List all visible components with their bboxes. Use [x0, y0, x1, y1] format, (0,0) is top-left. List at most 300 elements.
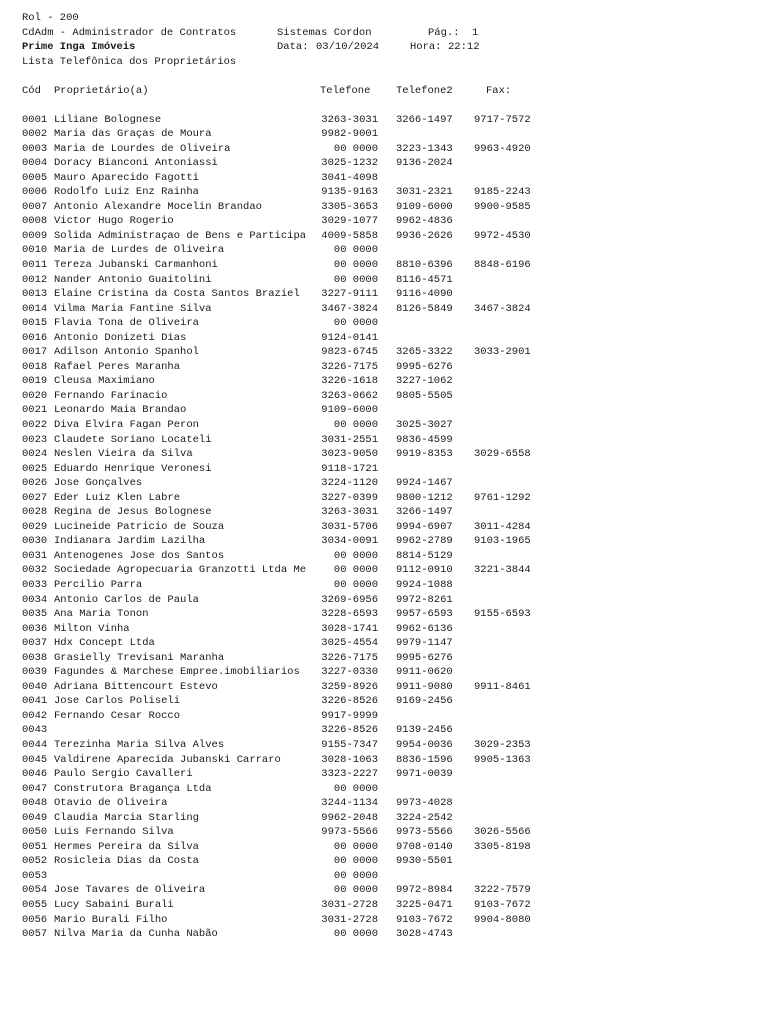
owner-fax: 3011-4284	[474, 520, 531, 533]
owner-name: Neslen Vieira da Silva	[54, 448, 193, 461]
owner-code: 0056	[22, 913, 48, 926]
owner-code: 0043	[22, 724, 48, 737]
owner-phone2: 9103-7672	[396, 913, 453, 926]
table-row	[22, 927, 762, 942]
owner-phone2: 3025-3027	[396, 418, 453, 431]
owner-phone1: 3226-7175	[321, 651, 378, 664]
owner-name: Hermes Pereira da Silva	[54, 840, 199, 853]
owner-phone2: 3031-2321	[396, 186, 453, 199]
system-line	[22, 26, 762, 41]
owner-name: Fernando Farinacio	[54, 389, 168, 402]
owner-phone2: 9169-2456	[396, 695, 453, 708]
owner-fax: 3222-7579	[474, 884, 531, 897]
owner-phone2: 9995-6276	[396, 360, 453, 373]
owner-phone2: 9995-6276	[396, 651, 453, 664]
owner-code: 0044	[22, 739, 48, 752]
owner-fax: 9185-2243	[474, 186, 531, 199]
owner-phone1: 3031-2551	[321, 433, 378, 446]
owner-code: 0055	[22, 899, 48, 912]
owner-code: 0017	[22, 346, 48, 359]
table-row	[22, 200, 762, 215]
table-row	[22, 214, 762, 229]
owner-name: Maria de Lurdes de Oliveira	[54, 244, 225, 257]
owner-fax: 3029-2353	[474, 739, 531, 752]
owner-phone1: 3025-4554	[321, 637, 378, 650]
owner-phone1: 00 0000	[333, 928, 378, 941]
owner-phone1: 3031-2728	[321, 913, 378, 926]
owner-code: 0027	[22, 491, 48, 504]
owner-code: 0002	[22, 128, 48, 141]
table-row	[22, 433, 762, 448]
owner-code: 0034	[22, 593, 48, 606]
owner-phone2: 3224-2542	[396, 811, 453, 824]
owner-fax: 9761-1292	[474, 491, 531, 504]
report-time: 22:12	[448, 41, 480, 53]
owner-phone2: 9919-8353	[396, 448, 453, 461]
table-row	[22, 534, 762, 549]
owner-code: 0003	[22, 142, 48, 155]
owner-code: 0022	[22, 418, 48, 431]
owner-phone2: 3265-3322	[396, 346, 453, 359]
table-row	[22, 491, 762, 506]
table-row	[22, 622, 762, 637]
table-row	[22, 854, 762, 869]
owner-phone1: 9917-9999	[321, 709, 378, 722]
report-page	[22, 11, 762, 942]
owner-phone1: 9118-1721	[321, 462, 378, 475]
owner-phone2: 9836-4599	[396, 433, 453, 446]
owner-name: Tereza Jubanski Carmanhoni	[54, 258, 218, 271]
owner-code: 0004	[22, 157, 48, 170]
owner-name: Maria das Graças de Moura	[54, 128, 212, 141]
page-label: Pág.:	[428, 26, 460, 39]
owner-list	[22, 113, 762, 942]
owner-phone2: 9962-6136	[396, 622, 453, 635]
owner-code: 0009	[22, 229, 48, 242]
owner-name: Antonio Carlos de Paula	[54, 593, 199, 606]
owner-fax: 3467-3824	[474, 302, 531, 315]
col-code-header: Cód	[22, 84, 41, 97]
owner-name: Sociedade Agropecuaria Granzotti Ltda Me	[54, 564, 307, 577]
owner-name: Cleusa Maximiano	[54, 375, 155, 388]
table-row	[22, 913, 762, 928]
owner-code: 0023	[22, 433, 48, 446]
owner-fax: 9155-6593	[474, 608, 531, 621]
system-module: CdAdm - Administrador de Contratos	[22, 26, 237, 39]
owner-phone2: 9972-8261	[396, 593, 453, 606]
owner-phone1: 00 0000	[333, 549, 378, 562]
table-row	[22, 883, 762, 898]
owner-name: Jose Tavares de Oliveira	[54, 884, 206, 897]
owner-code: 0006	[22, 186, 48, 199]
owner-phone1: 9973-5566	[321, 826, 378, 839]
table-row	[22, 447, 762, 462]
owner-code: 0035	[22, 608, 48, 621]
table-row	[22, 418, 762, 433]
table-row	[22, 287, 762, 302]
owner-fax: 9103-7672	[474, 899, 531, 912]
owner-fax: 3026-5566	[474, 826, 531, 839]
owner-code: 0047	[22, 782, 48, 795]
owner-name: Otavio de Oliveira	[54, 797, 168, 810]
owner-name: Ana Maria Tonon	[54, 608, 149, 621]
owner-code: 0046	[22, 768, 48, 781]
table-row	[22, 738, 762, 753]
owner-phone1: 9135-9163	[321, 186, 378, 199]
owner-phone1: 9823-6745	[321, 346, 378, 359]
owner-code: 0007	[22, 200, 48, 213]
owner-name: Lucy Sabaini Burali	[54, 899, 174, 912]
owner-phone1: 3227-0399	[321, 491, 378, 504]
owner-code: 0013	[22, 288, 48, 301]
owner-name: Eduardo Henrique Veronesi	[54, 462, 212, 475]
table-row	[22, 113, 762, 128]
owner-code: 0005	[22, 171, 48, 184]
table-row	[22, 636, 762, 651]
owner-name: Grasielly Trevisani Maranha	[54, 651, 225, 664]
owner-name: Percilio Parra	[54, 579, 143, 591]
owner-phone1: 3263-3031	[321, 113, 378, 126]
owner-fax: 9905-1363	[474, 753, 531, 766]
owner-name: Adriana Bittencourt Estevo	[54, 680, 218, 693]
owner-phone2: 3227-1062	[396, 375, 453, 388]
owner-name: Nander Antonio Guaitolini	[54, 273, 212, 286]
owner-phone2: 9971-0039	[396, 768, 453, 781]
owner-code: 0029	[22, 520, 48, 533]
owner-phone2: 9136-2024	[396, 157, 453, 170]
table-row	[22, 171, 762, 186]
owner-name: Regina de Jesus Bolognese	[54, 506, 212, 519]
owner-name: Adilson Antonio Spanhol	[54, 346, 199, 359]
owner-phone2: 3223-1343	[396, 142, 453, 155]
owner-code: 0040	[22, 680, 48, 693]
owner-fax: 8848-6196	[474, 258, 531, 271]
owner-phone2: 9805-5505	[396, 389, 453, 402]
owner-phone1: 3226-7175	[321, 360, 378, 373]
owner-phone1: 00 0000	[333, 564, 378, 577]
table-row	[22, 709, 762, 724]
spacer	[22, 98, 762, 113]
owner-phone2: 9930-5501	[396, 855, 453, 868]
table-row	[22, 258, 762, 273]
owner-phone2: 8836-1596	[396, 753, 453, 766]
owner-name: Eder Luiz Klen Labre	[54, 491, 181, 504]
table-row	[22, 694, 762, 709]
owner-code: 0049	[22, 811, 48, 824]
owner-code: 0033	[22, 579, 48, 591]
owner-name: Claudia Marcia Starling	[54, 811, 199, 824]
owner-phone1: 3028-1741	[321, 622, 378, 635]
owner-code: 0016	[22, 331, 48, 344]
owner-code: 0012	[22, 273, 48, 286]
owner-phone1: 00 0000	[333, 782, 378, 795]
owner-phone2: 9979-1147	[396, 637, 453, 650]
table-row	[22, 563, 762, 578]
table-row	[22, 753, 762, 768]
owner-phone1: 3226-8526	[321, 695, 378, 708]
owner-phone1: 3263-3031	[321, 506, 378, 519]
owner-phone1: 00 0000	[333, 317, 378, 330]
owner-phone1: 3227-0330	[321, 666, 378, 679]
owner-phone2: 9994-6907	[396, 520, 453, 533]
owner-name: Hdx Concept Ltda	[54, 637, 155, 650]
owner-phone1: 00 0000	[333, 855, 378, 868]
owner-phone1: 00 0000	[333, 418, 378, 431]
owner-phone1: 3041-4098	[321, 171, 378, 184]
owner-phone2: 9973-4028	[396, 797, 453, 810]
table-row	[22, 302, 762, 317]
owner-phone2: 9962-4836	[396, 215, 453, 228]
report-title-line	[22, 55, 762, 70]
owner-code: 0026	[22, 477, 48, 490]
owner-name: Elaine Cristina da Costa Santos Braziel	[54, 288, 300, 301]
owner-phone1: 3224-1120	[321, 477, 378, 490]
owner-phone1: 9124-0141	[321, 331, 378, 344]
owner-phone1: 00 0000	[333, 273, 378, 286]
table-row	[22, 142, 762, 157]
owner-fax: 9911-8461	[474, 680, 531, 693]
owner-phone2: 3225-0471	[396, 899, 453, 912]
owner-phone1: 3259-8926	[321, 680, 378, 693]
owner-code: 0001	[22, 113, 48, 126]
table-row	[22, 316, 762, 331]
owner-code: 0020	[22, 389, 48, 402]
owner-phone1: 3031-5706	[321, 520, 378, 533]
owner-phone2: 9962-2789	[396, 535, 453, 548]
owner-code: 0045	[22, 753, 48, 766]
owner-phone2: 9109-6000	[396, 200, 453, 213]
owner-fax: 3029-6558	[474, 448, 531, 461]
owner-code: 0050	[22, 826, 48, 839]
owner-phone1: 00 0000	[333, 840, 378, 853]
col-phone2-header: Telefone2	[396, 84, 453, 97]
table-row	[22, 549, 762, 564]
owner-phone1: 3025-1232	[321, 157, 378, 170]
owner-name: Leonardo Maia Brandao	[54, 404, 187, 417]
owner-fax: 9717-7572	[474, 113, 531, 126]
report-date: 03/10/2024	[316, 41, 380, 53]
table-row	[22, 462, 762, 477]
owner-name: Paulo Sergio Cavalleri	[54, 768, 193, 781]
spacer	[22, 69, 762, 84]
table-row	[22, 127, 762, 142]
report-title: Lista Telefônica dos Proprietários	[22, 55, 237, 68]
owner-name: Valdirene Aparecida Jubanski Carraro	[54, 753, 281, 766]
owner-code: 0057	[22, 928, 48, 941]
table-row	[22, 796, 762, 811]
owner-name: Fernando Cesar Rocco	[54, 709, 181, 722]
owner-code: 0051	[22, 840, 48, 853]
owner-code: 0014	[22, 302, 48, 315]
table-row	[22, 578, 762, 593]
table-row	[22, 782, 762, 797]
owner-phone2: 9954-0036	[396, 739, 453, 752]
table-row	[22, 345, 762, 360]
table-row	[22, 840, 762, 855]
col-phone1-header: Telefone	[320, 84, 371, 97]
table-row	[22, 389, 762, 404]
table-row	[22, 520, 762, 535]
col-fax-header: Fax:	[486, 84, 512, 97]
owner-fax: 9103-1965	[474, 535, 531, 548]
owner-phone2: 9708-0140	[396, 840, 453, 853]
owner-phone1: 00 0000	[333, 142, 378, 155]
owner-code: 0041	[22, 695, 48, 708]
owner-name: Victor Hugo Rogerio	[54, 215, 174, 228]
table-row	[22, 869, 762, 884]
owner-name: Terezinha Maria Silva Alves	[54, 739, 225, 752]
owner-phone2: 9112-0910	[396, 564, 453, 577]
owner-phone1: 00 0000	[333, 244, 378, 257]
owner-phone1: 3467-3824	[321, 302, 378, 315]
owner-name: Mario Burali Filho	[54, 913, 168, 926]
system-name: Sistemas Cordon	[277, 26, 372, 39]
owner-name: Mauro Aparecido Fagotti	[54, 171, 199, 184]
owner-name: Nilva Maria da Cunha Nabão	[54, 928, 218, 941]
owner-name: Antonio Alexandre Mocelin Brandao	[54, 200, 262, 213]
owner-name: Jose Carlos Poliseli	[54, 695, 181, 708]
owner-name: Claudete Soriano Locateli	[54, 433, 212, 446]
owner-name: Maria de Lourdes de Oliveira	[54, 142, 231, 155]
owner-name: Rafael Peres Maranha	[54, 360, 181, 373]
owner-fax: 9972-4530	[474, 229, 531, 242]
owner-phone2: 3028-4743	[396, 928, 453, 941]
owner-phone2: 8814-5129	[396, 549, 453, 562]
owner-phone1: 9982-9001	[321, 128, 378, 141]
owner-name: Lucineide Patricio de Souza	[54, 520, 225, 533]
table-row	[22, 331, 762, 346]
owner-code: 0048	[22, 797, 48, 810]
owner-phone2: 8116-4571	[396, 273, 453, 286]
owner-phone2: 3266-1497	[396, 113, 453, 126]
table-row	[22, 374, 762, 389]
owner-phone2: 3266-1497	[396, 506, 453, 519]
owner-code: 0039	[22, 666, 48, 679]
owner-phone1: 3226-1618	[321, 375, 378, 388]
table-row	[22, 651, 762, 666]
owner-name: Jose Gonçalves	[54, 477, 143, 490]
table-row	[22, 243, 762, 258]
owner-phone1: 00 0000	[333, 579, 378, 591]
owner-phone1: 3029-1077	[321, 215, 378, 228]
owner-phone1: 3226-8526	[321, 724, 378, 737]
table-row	[22, 229, 762, 244]
owner-phone2: 9936-2626	[396, 229, 453, 242]
owner-code: 0031	[22, 549, 48, 562]
owner-phone2: 8810-6396	[396, 258, 453, 271]
owner-code: 0036	[22, 622, 48, 635]
owner-phone1: 3269-6956	[321, 593, 378, 606]
owner-phone1: 3023-9050	[321, 448, 378, 461]
owner-code: 0015	[22, 317, 48, 330]
owner-phone1: 3034-0091	[321, 535, 378, 548]
owner-phone1: 3228-6593	[321, 608, 378, 621]
table-row	[22, 273, 762, 288]
table-row	[22, 723, 762, 738]
table-row	[22, 665, 762, 680]
owner-fax: 3033-2901	[474, 346, 531, 359]
column-header-row	[22, 84, 762, 99]
company-name: Prime Inga Imóveis	[22, 41, 136, 53]
owner-code: 0018	[22, 360, 48, 373]
table-row	[22, 680, 762, 695]
report-code-line	[22, 11, 762, 26]
owner-name: Liliane Bolognese	[54, 113, 162, 126]
table-row	[22, 360, 762, 375]
report-code: Rol - 200	[22, 12, 79, 24]
owner-phone2: 8126-5849	[396, 302, 453, 315]
owner-code: 0025	[22, 462, 48, 475]
owner-phone1: 9155-7347	[321, 739, 378, 752]
owner-code: 0053	[22, 869, 48, 882]
table-row	[22, 476, 762, 491]
owner-phone1: 9109-6000	[321, 404, 378, 417]
owner-code: 0028	[22, 506, 48, 519]
owner-phone1: 3323-2227	[321, 768, 378, 781]
owner-phone1: 3305-3653	[321, 200, 378, 213]
owner-code: 0038	[22, 651, 48, 664]
owner-code: 0037	[22, 637, 48, 650]
owner-code: 0021	[22, 404, 48, 417]
table-row	[22, 156, 762, 171]
owner-phone2: 9116-4090	[396, 288, 453, 301]
owner-phone2: 9924-1088	[396, 579, 453, 591]
owner-code: 0042	[22, 709, 48, 722]
date-label: Data:	[277, 41, 309, 53]
owner-code: 0019	[22, 375, 48, 388]
owner-fax: 3221-3844	[474, 564, 531, 577]
owner-name: Indianara Jardim Lazilha	[54, 535, 206, 548]
col-owner-header: Proprietário(a)	[54, 84, 149, 97]
owner-code: 0054	[22, 884, 48, 897]
page-number: 1	[472, 26, 479, 39]
owner-fax: 9963-4920	[474, 142, 531, 155]
owner-phone2: 9972-8984	[396, 884, 453, 897]
owner-phone2: 9973-5566	[396, 826, 453, 839]
owner-phone2: 9800-1212	[396, 491, 453, 504]
owner-code: 0052	[22, 855, 48, 868]
owner-phone2: 9911-0620	[396, 666, 453, 679]
owner-fax: 3305-8198	[474, 840, 531, 853]
owner-phone1: 3031-2728	[321, 899, 378, 912]
time-label: Hora:	[410, 41, 442, 53]
owner-code: 0032	[22, 564, 48, 577]
owner-phone2: 9139-2456	[396, 724, 453, 737]
owner-name: Solida Administraçao de Bens e Participa	[54, 229, 307, 242]
owner-phone1: 3028-1063	[321, 753, 378, 766]
table-row	[22, 811, 762, 826]
company-line	[22, 40, 762, 55]
owner-name: Antenogenes Jose dos Santos	[54, 549, 225, 562]
owner-phone1: 3263-0662	[321, 389, 378, 402]
owner-code: 0011	[22, 258, 48, 271]
owner-phone1: 3244-1134	[321, 797, 378, 810]
owner-name: Luis Fernando Silva	[54, 826, 174, 839]
owner-phone2: 9924-1467	[396, 477, 453, 490]
table-row	[22, 898, 762, 913]
table-row	[22, 505, 762, 520]
table-row	[22, 825, 762, 840]
owner-code: 0010	[22, 244, 48, 257]
owner-name: Flavia Tona de Oliveira	[54, 317, 199, 330]
owner-name: Diva Elvira Fagan Peron	[54, 418, 199, 431]
owner-phone1: 00 0000	[333, 869, 378, 882]
table-row	[22, 403, 762, 418]
owner-name: Antonio Donizeti Dias	[54, 331, 187, 344]
owner-name: Rosicleia Dias da Costa	[54, 855, 199, 868]
owner-phone1: 9962-2048	[321, 811, 378, 824]
owner-fax: 9900-9585	[474, 200, 531, 213]
